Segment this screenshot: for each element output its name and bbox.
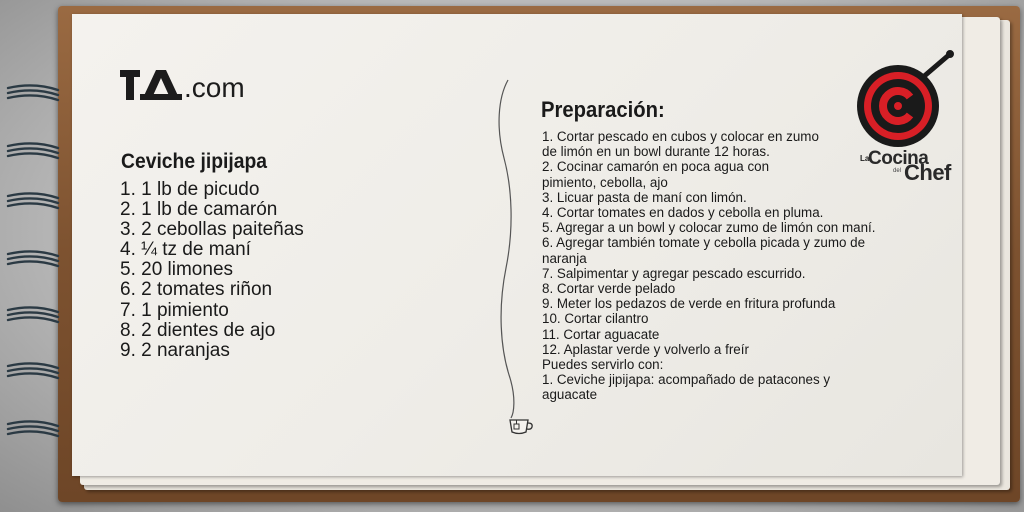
spiral-ring-icon bbox=[4, 362, 60, 382]
brand-del: del bbox=[893, 168, 902, 174]
spiral-ring-icon bbox=[4, 306, 60, 326]
step-item: 1. Ceviche jipijapa: acompañado de patacones y aguacate bbox=[542, 372, 831, 403]
site-logo-suffix: .com bbox=[184, 72, 245, 103]
ingredient-item: 1. 1 lb de picudo bbox=[120, 179, 260, 200]
ingredient-item: 5. 20 limones bbox=[120, 259, 234, 281]
coffee-cup-icon bbox=[508, 414, 534, 436]
brand-chef: Chef bbox=[904, 160, 951, 185]
step-item: 10. Cortar cilantro bbox=[542, 311, 649, 327]
step-item: 11. Cortar aguacate bbox=[542, 326, 660, 342]
ingredient-item: 6. 2 tomates riñon bbox=[120, 279, 273, 301]
spiral-ring-icon bbox=[4, 192, 60, 212]
ingredient-list bbox=[120, 180, 304, 361]
step-item: 5. Agregar a un bowl y colocar zumo de limón con maní. bbox=[542, 220, 876, 236]
step-item: 2. Cocinar camarón en poca agua con pimiento, cebolla, ajo bbox=[542, 159, 770, 190]
spiral-ring-icon bbox=[4, 420, 60, 440]
step-item: 4. Cortar tomates en dados y cebolla en pluma. bbox=[542, 205, 824, 221]
step-item: 8. Cortar verde pelado bbox=[542, 281, 676, 297]
step-item: 6. Agregar también tomate y cebolla picada y zumo de naranja bbox=[542, 235, 866, 266]
recipe-title: Ceviche jipijapa bbox=[121, 150, 268, 173]
step-item: 3. Licuar pasta de maní con limón. bbox=[542, 189, 747, 205]
brand-la: La bbox=[860, 154, 870, 163]
ingredient-item: 7. 1 pimiento bbox=[120, 299, 229, 321]
step-item: 12. Aplastar verde y volverlo a freír bbox=[542, 341, 749, 357]
ingredient-item: 8. 2 dientes de ajo bbox=[120, 319, 276, 341]
site-logo-mark-icon bbox=[120, 68, 182, 102]
ingredient-item: 2. 1 lb de camarón bbox=[120, 199, 278, 221]
brand-cocina: Cocina bbox=[868, 148, 929, 169]
step-item: 9. Meter los pedazos de verde en fritura profunda bbox=[542, 296, 836, 312]
spiral-ring-icon bbox=[4, 142, 60, 162]
ingredient-item: 4. ¼ tz de maní bbox=[120, 239, 251, 261]
spiral-ring-icon bbox=[4, 250, 60, 270]
step-item: 7. Salpimentar y agregar pescado escurrido. bbox=[542, 265, 806, 281]
ingredient-item: 9. 2 naranjas bbox=[120, 339, 230, 361]
step-item: Puedes servirlo con: bbox=[542, 357, 664, 373]
tea-string-divider bbox=[492, 78, 522, 438]
preparation-title: Preparación: bbox=[541, 97, 665, 122]
ingredient-item: 3. 2 cebollas paiteñas bbox=[120, 219, 304, 241]
site-logo bbox=[120, 66, 245, 102]
spiral-ring-icon bbox=[4, 84, 60, 104]
step-item: 1. Cortar pescado en cubos y colocar en zumo de limón en un bowl durante 12 horas. bbox=[542, 129, 819, 160]
